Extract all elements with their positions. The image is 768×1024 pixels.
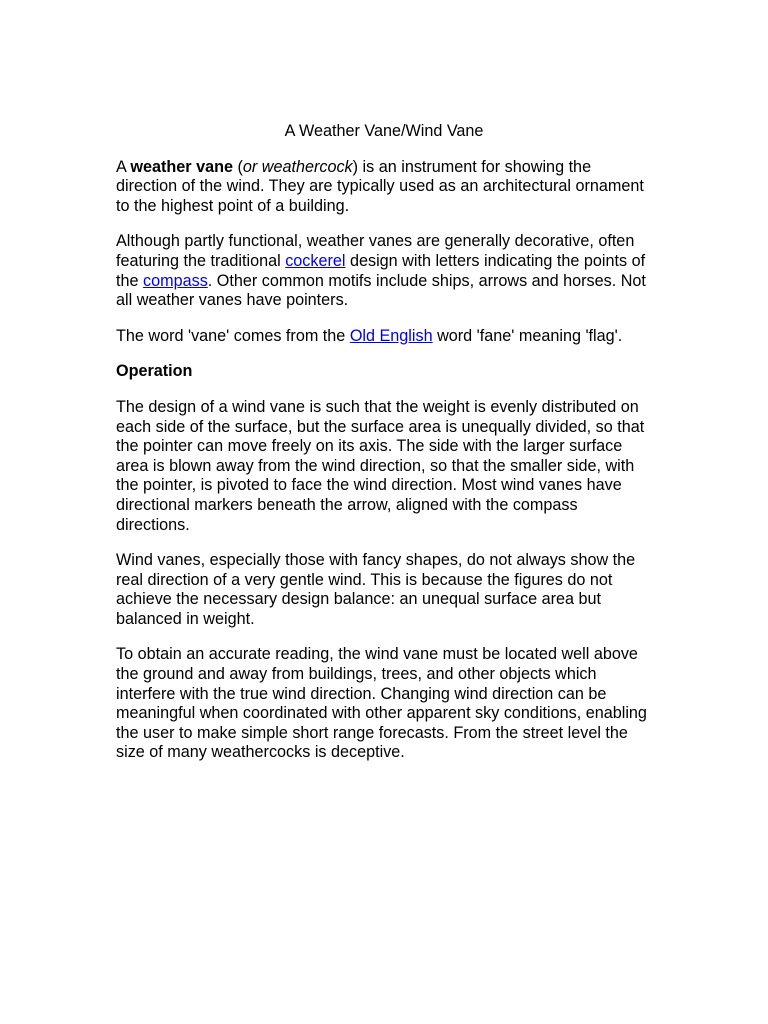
document-page xyxy=(116,122,652,779)
intro-paragraph xyxy=(116,158,652,217)
etymology-end: word 'fane' meaning 'flag'. xyxy=(432,326,623,345)
etymology-start: The word 'vane' comes from the xyxy=(116,326,350,345)
intro-rest: ) is an instrument for showing the direction of the wind. They are typically used as an architectural ornament to the highest point of a building. xyxy=(116,157,644,215)
link-compass[interactable]: compass xyxy=(143,271,208,290)
link-cockerel[interactable]: cockerel xyxy=(285,251,346,270)
operation-paragraph-1: The design of a wind vane is such that the weight is evenly distributed on each side of the surface, but the surface area is unequally divided, so that the pointer can move freely on its axis. The side with the larger surface area is blown away from the wind direction, so that the smaller side, with the pointer, is pivoted to face the wind direction. Most wind vanes have directional markers beneath the arrow, aligned with the compass directions. xyxy=(116,397,645,534)
decorative-paragraph xyxy=(116,232,652,310)
operation-paragraph-3: To obtain an accurate reading, the wind vane must be located well above the ground and away from buildings, trees, and other objects which interfere with the true wind direction. Changing wind direction can be meaningful when coordinated with other apparent sky conditions, enabling the user to make simple short range forecasts. From the street level the size of many weathercocks is deceptive. xyxy=(116,645,647,762)
decorative-end: . Other common motifs include ships, arrows and horses. Not all weather vanes have pointers. xyxy=(116,271,646,310)
intro-start: A xyxy=(116,157,131,176)
decorative-start: Although partly functional, weather vanes are generally decorative, often featuring the traditional xyxy=(116,232,635,270)
term-weather-vane: weather vane xyxy=(130,157,233,176)
operation-heading: Operation xyxy=(116,362,193,381)
page-title: A Weather Vane/Wind Vane xyxy=(284,122,484,140)
intro-paren-open: ( xyxy=(232,157,243,176)
decorative-mid: design with letters indicating the points of the xyxy=(116,251,646,290)
etymology-paragraph xyxy=(116,327,652,347)
operation-paragraph-2: Wind vanes, especially those with fancy shapes, do not always show the real direction of a very gentle wind. This is because the figures do not achieve the necessary design balance: an unequal surface area but balanced in weight. xyxy=(116,551,636,628)
link-old-english[interactable]: Old English xyxy=(349,326,433,345)
term-weathercock: or weathercock xyxy=(242,157,353,176)
